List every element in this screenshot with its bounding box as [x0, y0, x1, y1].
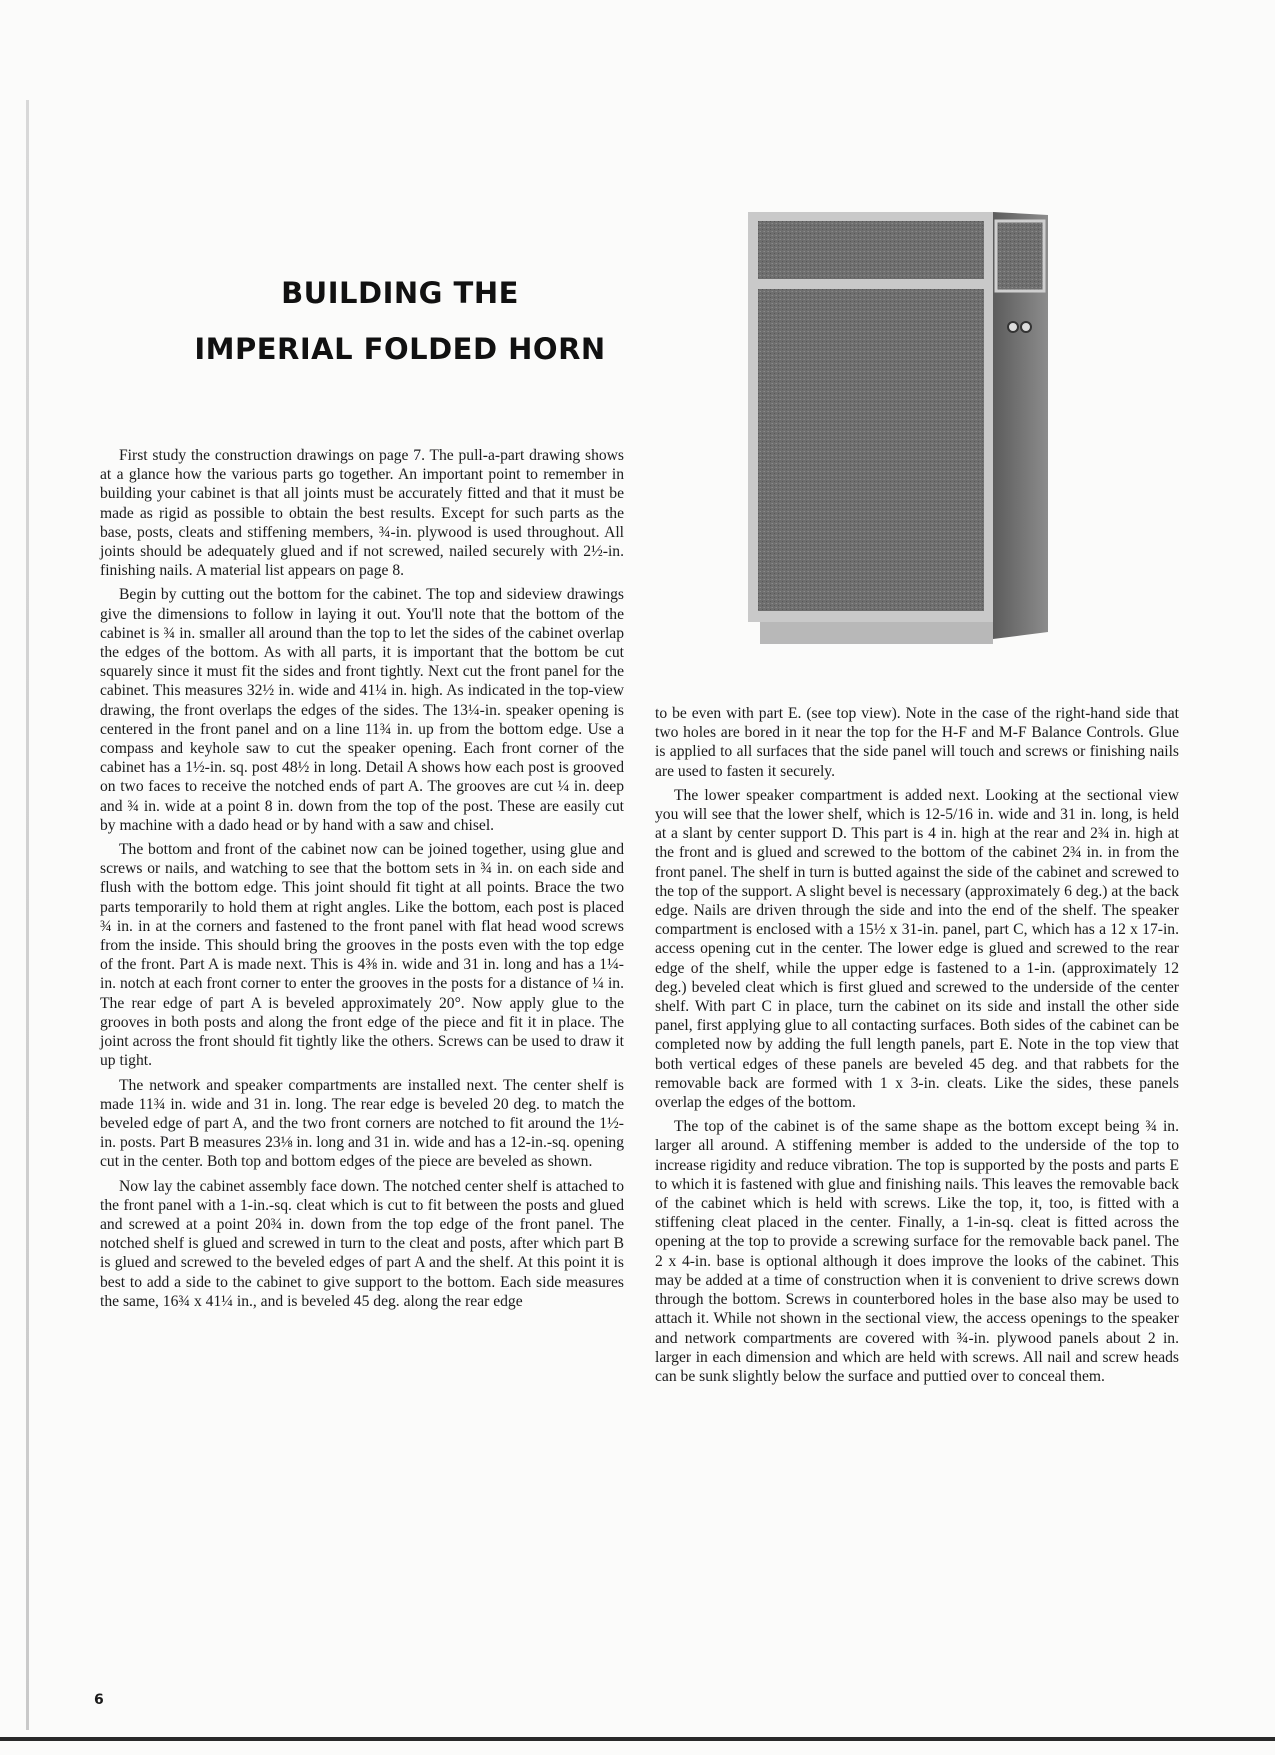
paragraph: Begin by cutting out the bottom for the cabinet. The top and sideview drawings give the dimensions to follow in laying it out. You'll note that the bottom of the cabinet is ¾ in. smaller all around than the top to let the sides of the cabinet overlap the edges of the bottom. As with all parts, it is important that the bottom be cut squarely since it must fit the sides and front tightly. Next cut the front panel for the cabinet. This measures 32½ in. wide and 41¼ in. high. As indicated in the top-view drawing, the front overlaps the edges of the sides. The 13¼-in. speaker opening is centered in the front panel and on a line 11¾ in. up from the bottom edge. Use a compass and keyhole saw to cut the speaker opening. Each front corner of the cabinet has a 1½-in. sq. post 48½ in long. Detail A shows how each post is grooved on two faces to receive the notched ends of part A. The grooves are cut ¼ in. deep and ¾ in. wide at a point 8 in. down from the top of the post. These are easily cut by machine with a dado head or by hand with a saw and chisel.: [100, 586, 624, 834]
paragraph: First study the construction drawings on page 7. The pull-a-part drawing shows at a glance how the various parts go together. An important point to remember in building your cabinet is that all joints must be accurately fitted and that it must be made as rigid as possible to obtain the best results. Except for such parts as the base, posts, cleats and stiffening members, ¾-in. plywood is used throughout. All joints should be adequately glued and if not screwed, nailed securely with 2½-in. finishing nails. A material list appears on page 8.: [100, 447, 624, 580]
paragraph: The bottom and front of the cabinet now can be joined together, using glue and screws or nails, and watching to see that the bottom sets in ¾ in. on each side and flush with the bottom edge. This joint should fit tight at all points. Brace the two parts temporarily to hold them at right angles. Like the bottom, each post is placed ¾ in. in at the corners and fastened to the front panel with flat head wood screws from the inside. This should bring the grooves in the posts even with the top edge of the front. Part A is made next. This is 4⅜ in. wide and 31 in. long and has a 1¼-in. notch at each front corner to enter the grooves in the posts for a distance of ¼ in. The rear edge of part A is beveled approximately 20°. Now apply glue to the grooves in both posts and along the front edge of the piece and fit it in place. The joint across the front should fit tightly like the others. Screws can be used to draw it up tight.: [100, 841, 624, 1070]
left-text-column: [100, 446, 624, 1316]
right-text-column: [655, 704, 1179, 1391]
speaker-cabinet-photo: [748, 207, 1058, 647]
page-bottom-edge: [0, 1737, 1275, 1741]
paragraph: The network and speaker compartments are installed next. The center shelf is made 11¾ in. wide and 31 in. long. The rear edge is beveled 20 deg. to match the beveled edge of part A, and the two front corners are notched to fit around the 1½-in. posts. Part B measures 23⅛ in. long and 31 in. wide and has a 12-in.-sq. opening cut in the center. Both top and bottom edges of the piece are beveled as shown.: [100, 1076, 624, 1171]
paragraph: The top of the cabinet is of the same shape as the bottom except being ¾ in. larger all around. A stiffening member is added to the underside of the top to increase rigidity and reduce vibration. The top is supported by the posts and parts E to which it is fastened with glue and finishing nails. This leaves the removable back of the cabinet which is held with screws. Like the top, it, too, is fitted with a stiffening cleat placed in the center. Finally, a 1-in-sq. cleat is fitted across the opening at the top to provide a screwing surface for the removable back panel. The 2 x 4-in. base is optional although it does improve the looks of the cabinet. This may be added at a time of construction when it is convenient to drive screws down through the bottom. Screws in counterbored holes in the base also may be used to attach it. While not shown in the sectional view, the access openings to the speaker and network compartments are covered with ¾-in. plywood panels about 2 in. larger in each dimension and which are held with screws. All nail and screw heads can be sunk slightly below the surface and puttied over to conceal them.: [655, 1118, 1179, 1385]
speaker-cabinet-icon: [748, 207, 1058, 647]
paragraph: to be even with part E. (see top view). Note in the case of the right-hand side that two holes are bored in it near the top for the H-F and M-F Balance Controls. Glue is applied to all surfaces that the side panel will touch and screws or finishing nails are used to fasten it securely.: [655, 705, 1179, 780]
paragraph: The lower speaker compartment is added next. Looking at the sectional view you will see that the lower shelf, which is 12-5/16 in. wide and 31 in. long, is held at a slant by center support D. This part is 4 in. high at the rear and 2¾ in. high at the front and is glued and screwed to the bottom of the cabinet 2¾ in. in from the front panel. The shelf in turn is butted against the side of the cabinet and screwed to the top of the support. A slight bevel is necessary (approximately 6 deg.) at the back edge. Nails are driven through the side and into the end of the shelf. The speaker compartment is enclosed with a 15½ x 31-in. panel, part C, which has a 12 x 17-in. access opening cut in the center. The lower edge is glued and screwed to the rear edge of the shelf, while the upper edge is fastened to a 1-in. (approximately 12 deg.) beveled cleat which is first glued and screwed to the underside of the center shelf. With part C in place, turn the cabinet on its side and install the other side panel, first applying glue to all contacting surfaces. Both sides of the cabinet can be completed now by adding the full length panels, part E. Note in the top view that both vertical edges of these panels are beveled 45 deg. and that rabbets for the removable back are formed with 1 x 3-in. cleats. Like the sides, these panels overlap the edges of the bottom.: [655, 786, 1179, 1112]
article-title: [150, 265, 650, 377]
paragraph: Now lay the cabinet assembly face down. The notched center shelf is attached to the front panel with a 1-in.-sq. cleat which is cut to fit between the posts and glued and screwed at a point 20¾ in. down from the top edge of the front panel. The notched shelf is glued and screwed in turn to the cleat and posts, after which part B is glued and screwed to the beveled edges of part A and the shelf. At this point it is best to add a side to the cabinet to give support to the bottom. Each side measures the same, 16¾ x 41¼ in., and is beveled 45 deg. along the rear edge: [100, 1177, 624, 1310]
title-line-2: IMPERIAL FOLDED HORN: [194, 332, 606, 366]
page-number: 6: [94, 1692, 104, 1708]
title-line-1: BUILDING THE: [281, 276, 519, 310]
page-binding-edge: [26, 100, 29, 1730]
